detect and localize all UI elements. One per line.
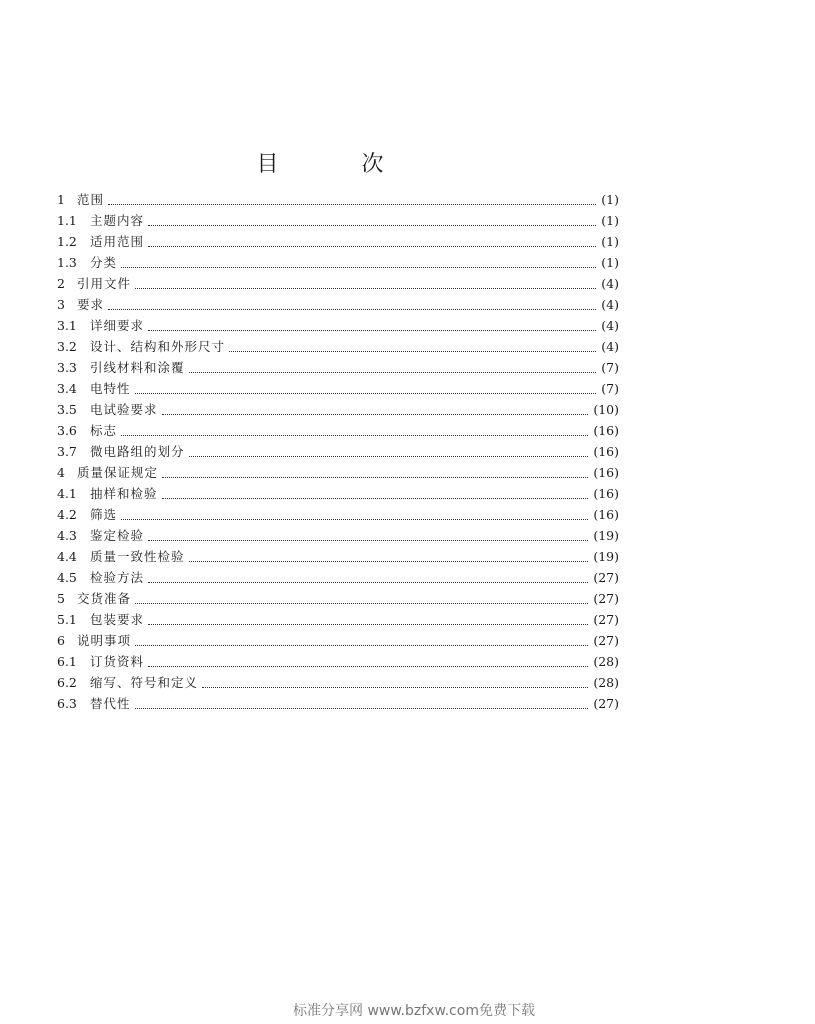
toc-entry[interactable] [57,609,619,630]
toc-leader-dots [162,497,589,499]
toc-entry-number: 4.2 [57,507,77,522]
toc-leader-dots [135,602,588,604]
toc-entry-title: 鉴定检验 [90,528,145,543]
toc-entry-title: 引线材料和涂覆 [90,360,185,375]
toc-entry-page: (4) [601,276,619,291]
toc-entry-number: 4.3 [57,528,77,543]
toc-entry-title: 分类 [90,255,118,270]
toc-entry[interactable] [57,525,619,546]
toc-leader-dots [229,350,596,352]
toc-entry-number: 6 [57,633,65,648]
toc-entry-number: 4 [57,465,65,480]
toc-entry-title: 缩写、符号和定义 [90,675,199,690]
toc-entry[interactable] [57,588,619,609]
toc-entry-number: 6.3 [57,696,77,711]
toc-entry-page: (10) [593,402,619,417]
toc-entry-title: 质量保证规定 [77,465,159,480]
toc-entry-title: 筛选 [90,507,118,522]
toc-leader-dots [189,560,589,562]
toc-entry-page: (1) [601,213,619,228]
toc-entry-title: 说明事项 [77,633,132,648]
toc-entry-number: 4.4 [57,549,77,564]
toc-entry[interactable] [57,504,619,525]
toc-entry-number: 3.7 [57,444,77,459]
toc-entry-title: 电特性 [90,381,131,396]
toc-entry-page: (1) [601,255,619,270]
toc-entry-title: 要求 [77,297,105,312]
toc-entry-page: (4) [601,297,619,312]
toc-entry-title: 质量一致性检验 [90,549,185,564]
toc-entry[interactable] [57,210,619,231]
toc-entry-number: 3.4 [57,381,77,396]
toc-entry-number: 3.1 [57,318,77,333]
toc-entry-number: 4.1 [57,486,77,501]
toc-entry-title: 抽样和检验 [90,486,158,501]
toc-entry-title: 详细要求 [90,318,145,333]
toc-entry-number: 1 [57,192,65,207]
toc-entry-title: 订货资料 [90,654,145,669]
toc-entry-title: 包装要求 [90,612,145,627]
toc-entry-page: (7) [601,381,619,396]
toc-leader-dots [108,203,596,205]
toc-leader-dots [121,434,588,436]
toc-entry-title: 适用范围 [90,234,145,249]
toc-entry-number: 5.1 [57,612,77,627]
toc-entry[interactable] [57,378,619,399]
toc-leader-dots [148,581,588,583]
toc-entry-number: 1.3 [57,255,77,270]
toc-entry[interactable] [57,315,619,336]
toc-leader-dots [121,266,596,268]
toc-entry-page: (27) [593,591,619,606]
toc-entry-number: 5 [57,591,65,606]
toc-entry-number: 3.6 [57,423,77,438]
toc-entry[interactable] [57,399,619,420]
toc-entry[interactable] [57,252,619,273]
toc-entry[interactable] [57,231,619,252]
toc-entry-page: (1) [601,192,619,207]
toc-entry-number: 2 [57,276,65,291]
toc-entry-page: (19) [593,528,619,543]
toc-entry-number: 3.3 [57,360,77,375]
toc-entry-page: (27) [593,612,619,627]
toc-entry[interactable] [57,420,619,441]
toc-entry[interactable] [57,672,619,693]
toc-leader-dots [162,413,589,415]
toc-entry-title: 范围 [77,192,105,207]
toc-entry-number: 3.2 [57,339,77,354]
toc-entry-title: 替代性 [90,696,131,711]
toc-entry-number: 3.5 [57,402,77,417]
toc-entry[interactable] [57,294,619,315]
toc-leader-dots [108,308,596,310]
toc-entry[interactable] [57,630,619,651]
toc-leader-dots [148,665,588,667]
toc-entry-page: (28) [593,654,619,669]
toc-entry-page: (28) [593,675,619,690]
toc-entry-page: (16) [593,465,619,480]
toc-entry[interactable] [57,273,619,294]
toc-leader-dots [148,245,596,247]
toc-leader-dots [135,392,597,394]
toc-entry-title: 交货准备 [77,591,132,606]
toc-entry-title: 检验方法 [90,570,145,585]
toc-entry[interactable] [57,189,619,210]
toc-entry[interactable] [57,567,619,588]
toc-leader-dots [162,476,588,478]
toc-entry[interactable] [57,651,619,672]
toc-leader-dots [135,707,589,709]
toc-leader-dots [148,224,596,226]
toc-entry[interactable] [57,441,619,462]
toc-entry-page: (16) [593,507,619,522]
toc-entry[interactable] [57,483,619,504]
toc-entry-title: 主题内容 [90,213,145,228]
toc-leader-dots [148,623,588,625]
toc-entry-title: 微电路组的划分 [90,444,185,459]
toc-entry-number: 1.1 [57,213,77,228]
toc-entry-page: (27) [593,696,619,711]
toc-entry-page: (16) [593,444,619,459]
toc-leader-dots [189,371,597,373]
toc-entry-number: 1.2 [57,234,77,249]
toc-entry-page: (16) [593,486,619,501]
toc-entry-number: 6.2 [57,675,77,690]
toc-leader-dots [148,329,596,331]
toc-entry-page: (27) [593,570,619,585]
toc-entry-page: (1) [601,234,619,249]
toc-entry-number: 3 [57,297,65,312]
toc-entry-number: 4.5 [57,570,77,585]
toc-entry-title: 标志 [90,423,118,438]
toc-entry[interactable] [57,357,619,378]
toc-leader-dots [189,455,589,457]
page-title: 目 次 [256,151,422,177]
footer-watermark: 标准分享网 www.bzfxw.com免费下载 [293,1003,535,1019]
toc-entry-page: (19) [593,549,619,564]
toc-entry-page: (16) [593,423,619,438]
toc-entry-page: (4) [601,339,619,354]
toc-entry[interactable] [57,546,619,567]
toc-entry-number: 6.1 [57,654,77,669]
toc-entry[interactable] [57,462,619,483]
toc-entry[interactable] [57,336,619,357]
toc-entry-page: (27) [593,633,619,648]
toc-entry-title: 引用文件 [77,276,132,291]
toc-leader-dots [135,644,588,646]
toc-leader-dots [202,686,588,688]
toc-entry-page: (4) [601,318,619,333]
toc-leader-dots [148,539,588,541]
toc-entry-title: 电试验要求 [90,402,158,417]
toc-leader-dots [121,518,588,520]
toc-entry[interactable] [57,693,619,714]
toc-entry-page: (7) [601,360,619,375]
table-of-contents [57,189,619,714]
toc-entry-title: 设计、结构和外形尺寸 [90,339,226,354]
toc-leader-dots [135,287,596,289]
